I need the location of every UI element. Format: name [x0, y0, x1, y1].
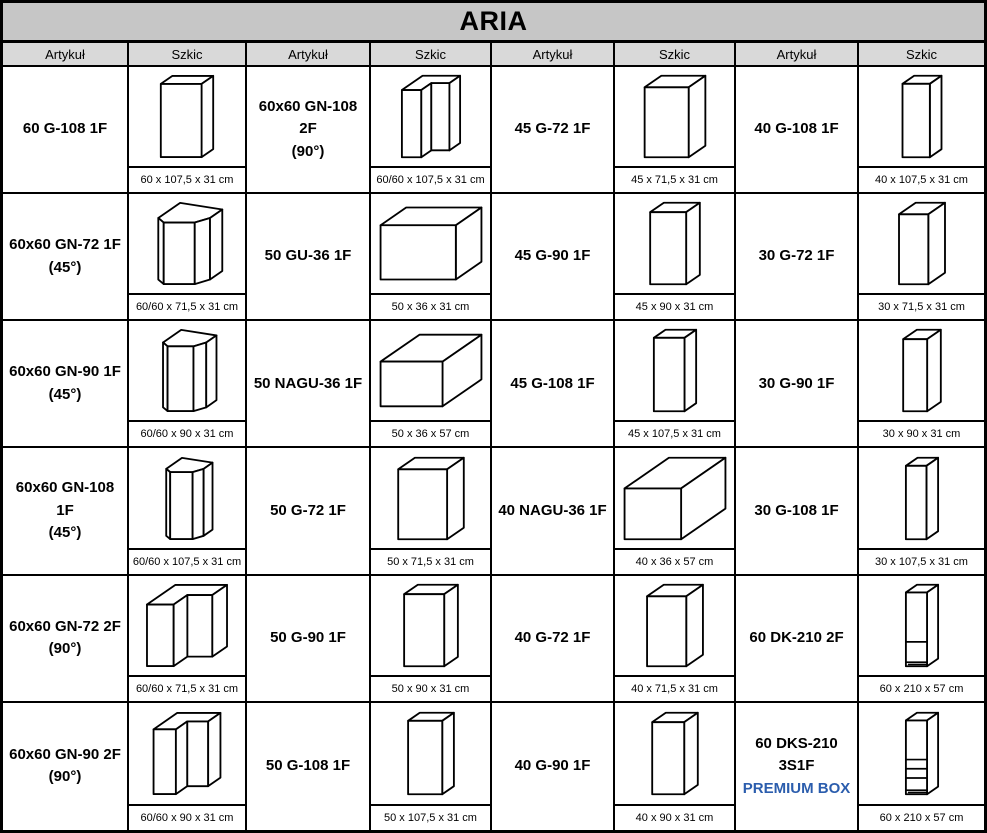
dimension-caption: 45 x 107,5 x 31 cm: [615, 420, 734, 446]
column-header-artykul: Artykuł: [3, 43, 129, 67]
sketch-cell: [615, 576, 736, 703]
dimension-caption: 60 x 107,5 x 31 cm: [129, 166, 245, 192]
sketch-cell: [615, 194, 736, 321]
dimension-caption: 50 x 90 x 31 cm: [371, 675, 490, 701]
article-cell: [247, 576, 371, 703]
article-cell: [492, 576, 615, 703]
cabinet-sketch-icon: [863, 705, 981, 802]
dimension-caption: 50 x 36 x 57 cm: [371, 420, 490, 446]
cabinet-sketch-icon: [372, 450, 490, 547]
article-code: 50 GU-36 1F: [264, 247, 352, 265]
column-header-szkic: Szkic: [615, 43, 736, 67]
cabinet-sketch-icon: [129, 322, 245, 419]
sketch-cell: [371, 67, 492, 194]
article-code: 30 G-108 1F: [754, 501, 839, 519]
dimension-caption: 60 x 210 x 57 cm: [859, 804, 984, 830]
sketch-cell: [129, 321, 247, 448]
article-code: 60 DKS-210 3S1F: [755, 734, 838, 775]
article-cell: [492, 321, 615, 448]
article-code: 40 G-72 1F: [514, 628, 591, 646]
cabinet-sketch-icon: [372, 68, 490, 165]
article-code: 50 G-72 1F: [270, 501, 346, 519]
article-code: 40 NAGU-36 1F: [498, 501, 607, 519]
cabinet-sketch-icon: [616, 450, 734, 547]
article-code: 2F: [299, 120, 317, 138]
article-code: (45°): [48, 524, 82, 542]
article-code: 60x60 GN-72 2F: [9, 617, 121, 635]
sketch-area: [615, 321, 734, 420]
sketch-area: [371, 67, 490, 166]
sketch-cell: [371, 703, 492, 830]
article-cell: [3, 448, 129, 575]
sketch-area: [615, 67, 734, 166]
sketch-cell: [859, 194, 984, 321]
sketch-cell: [859, 321, 984, 448]
article-code: 60x60 GN-108 1F: [15, 479, 115, 519]
cabinet-sketch-icon: [863, 195, 981, 292]
sketch-cell: [371, 448, 492, 575]
article-cell: [247, 67, 371, 194]
column-header-szkic: Szkic: [371, 43, 492, 67]
sketch-cell: [129, 703, 247, 830]
article-code: (90°): [48, 768, 82, 786]
sketch-cell: [129, 67, 247, 194]
article-cell: [736, 448, 859, 575]
dimension-caption: 60/60 x 107,5 x 31 cm: [371, 166, 490, 192]
column-header-szkic: Szkic: [129, 43, 247, 67]
sketch-cell: [371, 321, 492, 448]
catalog-title: ARIA: [3, 3, 984, 43]
article-cell: [736, 703, 859, 830]
sketch-area: [859, 321, 984, 420]
sketch-cell: [615, 703, 736, 830]
cabinet-sketch-icon: [616, 577, 734, 674]
cabinet-sketch-icon: [863, 322, 981, 419]
article-code: 50 G-108 1F: [265, 757, 351, 775]
cabinet-sketch-icon: [863, 450, 981, 547]
article-code: 45 G-108 1F: [510, 374, 595, 392]
article-code: 40 G-90 1F: [514, 757, 591, 775]
sketch-area: [129, 576, 245, 675]
sketch-area: [129, 703, 245, 804]
article-cell: [247, 448, 371, 575]
article-code: 60x60 GN-90 2F: [9, 745, 121, 763]
dimension-caption: 60/60 x 71,5 x 31 cm: [129, 675, 245, 701]
article-cell: [492, 194, 615, 321]
article-cell: [3, 321, 129, 448]
article-code: 60 G-108 1F: [22, 120, 108, 138]
sketch-area: [129, 67, 245, 166]
article-code: (90°): [48, 640, 82, 658]
article-code: 45 G-72 1F: [514, 120, 591, 138]
cabinet-sketch-icon: [863, 68, 981, 165]
sketch-cell: [615, 321, 736, 448]
sketch-area: [615, 194, 734, 293]
article-code: 60x60 GN-72 1F: [9, 236, 121, 254]
dimension-caption: 40 x 90 x 31 cm: [615, 804, 734, 830]
article-cell: [247, 321, 371, 448]
cabinet-sketch-icon: [129, 195, 245, 292]
article-cell: [3, 194, 129, 321]
article-code: (90°): [291, 142, 325, 160]
dimension-caption: 60/60 x 107,5 x 31 cm: [129, 548, 245, 574]
sketch-area: [371, 576, 490, 675]
sketch-cell: [129, 576, 247, 703]
article-code: 40 G-108 1F: [754, 120, 839, 138]
sketch-area: [859, 703, 984, 804]
sketch-area: [615, 576, 734, 675]
cabinet-sketch-icon: [616, 705, 734, 802]
sketch-area: [129, 321, 245, 420]
dimension-caption: 30 x 107,5 x 31 cm: [859, 548, 984, 574]
sketch-area: [859, 448, 984, 547]
sketch-cell: [615, 67, 736, 194]
sketch-area: [859, 194, 984, 293]
column-header-artykul: Artykuł: [736, 43, 859, 67]
sketch-cell: [129, 194, 247, 321]
article-cell: [736, 321, 859, 448]
article-code: 60x60 GN-90 1F: [9, 363, 121, 381]
cabinet-sketch-icon: [372, 577, 490, 674]
article-cell: [736, 67, 859, 194]
sketch-cell: [371, 194, 492, 321]
cabinet-sketch-icon: [372, 195, 490, 292]
sketch-area: [371, 448, 490, 547]
article-cell: [492, 448, 615, 575]
cabinet-sketch-icon: [616, 195, 734, 292]
sketch-area: [129, 448, 245, 547]
sketch-area: [371, 321, 490, 420]
dimension-caption: 60 x 210 x 57 cm: [859, 675, 984, 701]
dimension-caption: 60/60 x 90 x 31 cm: [129, 420, 245, 446]
sketch-cell: [129, 448, 247, 575]
dimension-caption: 30 x 90 x 31 cm: [859, 420, 984, 446]
dimension-caption: 40 x 107,5 x 31 cm: [859, 166, 984, 192]
article-cell: [247, 703, 371, 830]
sketch-cell: [615, 448, 736, 575]
sketch-area: [615, 703, 734, 804]
cabinet-sketch-icon: [616, 322, 734, 419]
premium-box-label: PREMIUM BOX: [742, 779, 851, 797]
cabinet-sketch-icon: [129, 577, 245, 674]
article-code: (45°): [48, 258, 82, 276]
dimension-caption: 45 x 90 x 31 cm: [615, 293, 734, 319]
sketch-cell: [859, 67, 984, 194]
cabinet-sketch-icon: [129, 705, 245, 802]
dimension-caption: 40 x 36 x 57 cm: [615, 548, 734, 574]
sketch-cell: [859, 703, 984, 830]
dimension-caption: 60/60 x 71,5 x 31 cm: [129, 293, 245, 319]
sketch-area: [859, 67, 984, 166]
article-cell: [492, 67, 615, 194]
dimension-caption: 50 x 107,5 x 31 cm: [371, 804, 490, 830]
article-code: 60 DK-210 2F: [749, 628, 844, 646]
article-code: 45 G-90 1F: [514, 247, 591, 265]
sketch-area: [615, 448, 734, 547]
article-code: 50 NAGU-36 1F: [253, 374, 363, 392]
sketch-cell: [371, 576, 492, 703]
sketch-area: [859, 576, 984, 675]
dimension-caption: 30 x 71,5 x 31 cm: [859, 293, 984, 319]
catalog-grid: [3, 43, 984, 830]
sketch-area: [371, 194, 490, 293]
article-cell: [736, 576, 859, 703]
cabinet-sketch-icon: [129, 68, 245, 165]
column-header-artykul: Artykuł: [247, 43, 371, 67]
column-header-szkic: Szkic: [859, 43, 984, 67]
dimension-caption: 60/60 x 90 x 31 cm: [129, 804, 245, 830]
sketch-area: [129, 194, 245, 293]
dimension-caption: 45 x 71,5 x 31 cm: [615, 166, 734, 192]
article-cell: [3, 67, 129, 194]
cabinet-sketch-icon: [129, 450, 245, 547]
dimension-caption: 50 x 36 x 31 cm: [371, 293, 490, 319]
dimension-caption: 40 x 71,5 x 31 cm: [615, 675, 734, 701]
sketch-area: [371, 703, 490, 804]
cabinet-sketch-icon: [372, 322, 490, 419]
article-code: 30 G-72 1F: [758, 247, 835, 265]
cabinet-sketch-icon: [863, 577, 981, 674]
sketch-cell: [859, 576, 984, 703]
article-cell: [736, 194, 859, 321]
article-code: (45°): [48, 385, 82, 403]
sketch-cell: [859, 448, 984, 575]
cabinet-sketch-icon: [616, 68, 734, 165]
article-cell: [3, 703, 129, 830]
article-cell: [492, 703, 615, 830]
article-cell: [247, 194, 371, 321]
article-cell: [3, 576, 129, 703]
cabinet-sketch-icon: [372, 705, 490, 802]
article-code: 50 G-90 1F: [270, 628, 346, 646]
article-code: 30 G-90 1F: [758, 374, 835, 392]
column-header-artykul: Artykuł: [492, 43, 615, 67]
article-code: 60x60 GN-108: [258, 97, 358, 115]
dimension-caption: 50 x 71,5 x 31 cm: [371, 548, 490, 574]
